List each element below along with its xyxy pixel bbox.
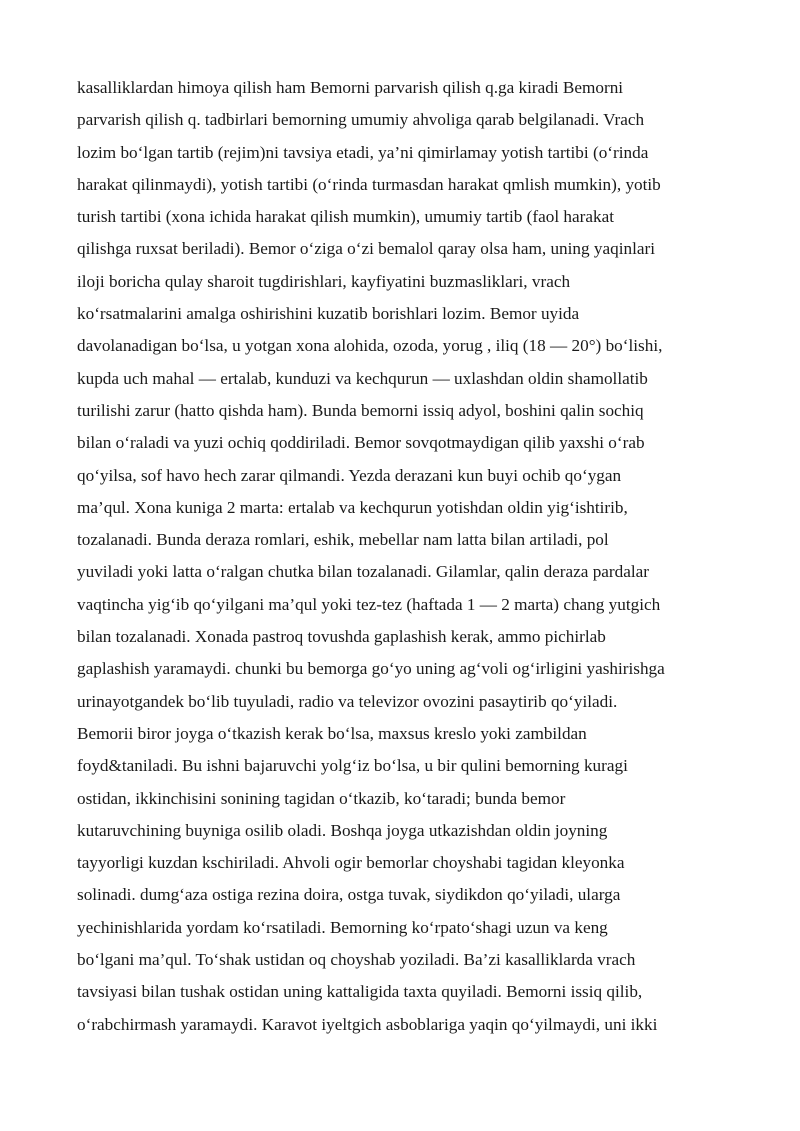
text-line: turilishi zarur (hatto qishda ham). Bunda bemorni issiq adyol, boshini qalin sochiq — [77, 400, 644, 420]
text-line: foyd&taniladi. Bu ishni bajaruvchi yolg‘iz bo‘lsa, u bir qulini bemorning kuragi — [77, 756, 628, 776]
text-line: lozim bo‘lgan tartib (rejim)ni tavsiya etadi, ya’ni qimirlamay yotish tartibi (o‘rinda — [77, 142, 649, 162]
text-line: urinayotgandek bo‘lib tuyuladi, radio va televizor ovozini pasaytirib qo‘yiladi. — [77, 691, 618, 711]
text-line: qo‘yilsa, sof havo hech zarar qilmandi. Yezda derazani kun buyi ochib qo‘ygan — [77, 465, 622, 485]
text-line: ostidan, ikkinchisini sonining tagidan o‘tkazib, ko‘taradi; bunda bemor — [77, 788, 566, 808]
text-line: davolanadigan bo‘lsa, u yotgan xona alohida, ozoda, yorug , iliq (18 — 20°) bo‘lishi, — [77, 336, 663, 356]
text-line: solinadi. dumg‘aza ostiga rezina doira, ostga tuvak, siydikdon qo‘yiladi, ularga — [77, 885, 621, 905]
body-text — [77, 72, 737, 1041]
text-line: yechinishlarida yordam ko‘rsatiladi. Bemorning ko‘rpato‘shagi uzun va keng — [77, 917, 608, 937]
text-line: kasalliklardan himoya qilish ham Bemorni parvarish qilish q.ga kiradi Bemorni — [77, 78, 624, 97]
text-line: tayyorligi kuzdan kschiriladi. Ahvoli ogir bemorlar choyshabi tagidan kleyonka — [77, 853, 625, 873]
text-line: vaqtincha yig‘ib qo‘yilgani ma’qul yoki tez-tez (haftada 1 — 2 marta) chang yutgich — [77, 594, 661, 614]
text-line: ma’qul. Xona kuniga 2 marta: ertalab va kechqurun yotishdan oldin yig‘ishtirib, — [77, 497, 628, 517]
text-line: Bemorii biror joyga o‘tkazish kerak bo‘lsa, maxsus kreslo yoki zambildan — [77, 723, 587, 743]
text-line: bilan o‘raladi va yuzi ochiq qoddiriladi. Bemor sovqotmaydigan qilib yaxshi o‘rab — [77, 433, 645, 453]
text-line: o‘rabchirmash yaramaydi. Karavot iyeltgich asboblariga yaqin qo‘yilmaydi, uni ikki — [77, 1014, 658, 1034]
text-line: ko‘rsatmalarini amalga oshirishini kuzatib borishlari lozim. Bemor uyida — [77, 304, 580, 324]
text-line: tozalanadi. Bunda deraza romlari, eshik, mebellar nam latta bilan artiladi, pol — [77, 530, 609, 550]
text-line: turish tartibi (xona ichida harakat qilish mumkin), umumiy tartib (faol harakat — [77, 207, 614, 227]
text-line: kutaruvchining buyniga osilib oladi. Boshqa joyga utkazishdan oldin joyning — [77, 820, 608, 840]
text-line: tavsiyasi bilan tushak ostidan uning kattaligida taxta quyiladi. Bemorni issiq qilib, — [77, 982, 643, 1002]
text-line: bo‘lgani ma’qul. To‘shak ustidan oq choyshab yoziladi. Ba’zi kasalliklarda vrach — [77, 950, 636, 970]
text-line: bilan tozalanadi. Xonada pastroq tovushda gaplashish kerak, ammo pichirlab — [77, 627, 606, 647]
text-line: kupda uch mahal — ertalab, kunduzi va kechqurun — uxlashdan oldin shamollatib — [77, 368, 648, 388]
text-line: parvarish qilish q. tadbirlari bemorning umumiy ahvoliga qarab belgilanadi. Vrach — [77, 110, 645, 130]
text-line: qilishga ruxsat beriladi). Bemor o‘ziga o‘zi bemalol qaray olsa ham, uning yaqinlari — [77, 239, 655, 259]
text-line: yuviladi yoki latta o‘ralgan chutka bilan tozalanadi. Gilamlar, qalin deraza pardalar — [77, 562, 649, 582]
text-line: harakat qilinmaydi), yotish tartibi (o‘rinda turmasdan harakat qmlish mumkin), yotib — [77, 174, 661, 194]
text-line: iloji boricha qulay sharoit tugdirishlari, kayfiyatini buzmasliklari, vrach — [77, 271, 571, 291]
text-line: gaplashish yaramaydi. chunki bu bemorga go‘yo uning ag‘voli og‘irligini yashirishga — [77, 659, 665, 679]
